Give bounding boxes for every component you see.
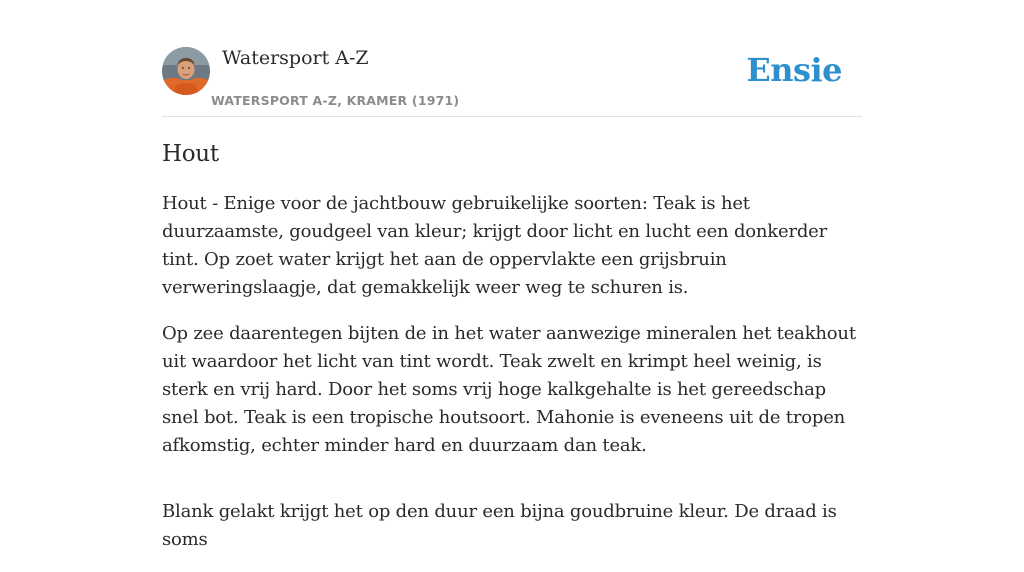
site-title-link[interactable]: Watersport A-Z (222, 47, 369, 69)
definition-paragraph: Blank gelakt krijgt het op den duur een bijna goudbruine kleur. De draad is soms (162, 501, 837, 550)
article-content (162, 138, 864, 572)
definition-paragraph: Op zee daarentegen bijten de in het water aanwezige mineralen het teakhout uit waardoor het licht van tint wordt. Teak zwelt en krimpt heel weinig, is sterk en vrij hard. Door het soms vrij hoge kalkgehalte is het gereedschap snel bot. Teak is een tropische houtsoort. Mahonie is eveneens uit de tropen afkomstig, echter minder hard en duurzaam dan teak. (162, 323, 856, 456)
source-subtitle: WATERSPORT A-Z, KRAMER (1971) (211, 93, 460, 108)
avatar-photo-icon (162, 47, 210, 95)
headword-title: Hout (162, 141, 219, 167)
source-header (162, 46, 862, 117)
definition-body (162, 190, 864, 554)
definition-paragraph: Hout - Enige voor de jachtbouw gebruikelijke soorten: Teak is het duurzaamste, goudgeel van kleur; krijgt door licht en lucht een donkerder tint. Op zoet water krijgt het aan de oppervlakte een grijsbruin verweringslaagje, dat gemakkelijk weer weg te schuren is. (162, 193, 828, 298)
brand-logo[interactable]: Ensie (746, 51, 842, 89)
author-avatar[interactable] (162, 47, 210, 95)
